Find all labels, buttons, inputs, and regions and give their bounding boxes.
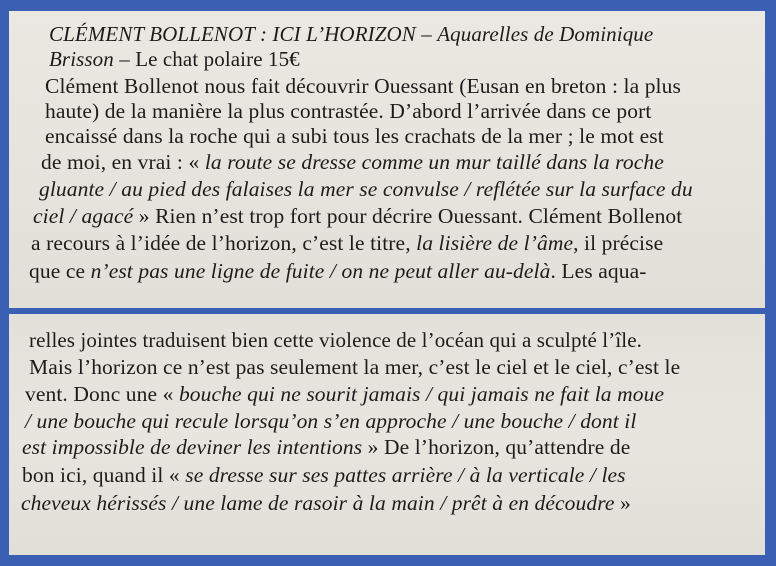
text-line — [39, 177, 693, 201]
text-line — [25, 382, 664, 406]
top-text-panel — [9, 11, 765, 308]
text-span: a recours à l’idée de l’horizon, c’est le titre, — [31, 231, 417, 255]
text-line — [29, 259, 646, 283]
text-span: est impossible de deviner les intentions — [22, 435, 363, 459]
text-span: bon ici, quand il « — [22, 463, 186, 487]
text-span: » De l’horizon, qu’attendre de — [362, 435, 631, 459]
text-span: gluante / au pied des falaises la mer se convulse / reflétée sur la surface du — [39, 177, 693, 201]
text-line — [33, 204, 682, 228]
text-line — [45, 99, 651, 123]
text-span: » Rien n’est trop fort pour décrire Ouessant. Clément Bollenot — [133, 204, 683, 228]
text-span: / une bouche qui recule lorsqu’on s’en approche / une bouche / dont il — [25, 409, 637, 433]
text-line — [45, 74, 681, 98]
text-span: de moi, en vrai : « — [41, 150, 205, 174]
text-line — [41, 150, 664, 174]
text-span: n’est pas une ligne de fuite / on ne peut aller au-delà — [90, 259, 551, 283]
text-span: » — [614, 491, 631, 515]
text-span: bouche qui ne sourit jamais / qui jamais ne fait la moue — [178, 382, 665, 406]
text-span: se dresse sur ses pattes arrière / à la verticale / les — [185, 463, 626, 487]
text-span: relles jointes traduisent bien cette violence de l’océan qui a sculpté l’île. — [29, 328, 642, 352]
text-span: encaissé dans la roche qui a subi tous les crachats de la mer ; le mot est — [45, 124, 664, 148]
text-span: cheveux hérissés / une lame de rasoir à la main / prêt à en découdre — [21, 491, 615, 515]
text-span: haute) de la manière la plus contrastée. D’abord l’arrivée dans ce port — [45, 99, 652, 123]
text-span: Brisson — [49, 47, 114, 71]
text-line — [22, 463, 626, 487]
text-span: – — [415, 22, 438, 46]
text-span: – Le chat polaire 15€ — [113, 47, 300, 71]
bottom-text-panel — [9, 314, 765, 555]
text-span: Clément Bollenot nous fait découvrir Ouessant (Eusan en breton : la plus — [45, 74, 681, 98]
text-line — [29, 328, 642, 352]
text-line — [22, 435, 630, 459]
text-span: vent. Donc une « — [25, 382, 179, 406]
text-span: Mais l’horizon ce n’est pas seulement la mer, c’est le ciel et le ciel, c’est le — [29, 355, 681, 379]
text-line — [45, 124, 664, 148]
text-span: que ce — [29, 259, 91, 283]
text-line — [21, 491, 631, 515]
text-line — [49, 22, 653, 46]
text-line — [25, 409, 636, 433]
text-span: . Les aqua- — [550, 259, 647, 283]
text-span: la route se dresse comme un mur taillé dans la roche — [204, 150, 664, 174]
text-line — [29, 355, 680, 379]
text-line — [49, 47, 300, 71]
text-span: CLÉMENT BOLLENOT : ICI L’HORIZON — [49, 22, 416, 46]
text-span: ciel / agacé — [33, 204, 134, 228]
text-span: , il précise — [573, 231, 664, 255]
text-span: la lisière de l’âme — [416, 231, 574, 255]
text-line — [31, 231, 663, 255]
text-span: Aquarelles de Dominique — [437, 22, 654, 46]
